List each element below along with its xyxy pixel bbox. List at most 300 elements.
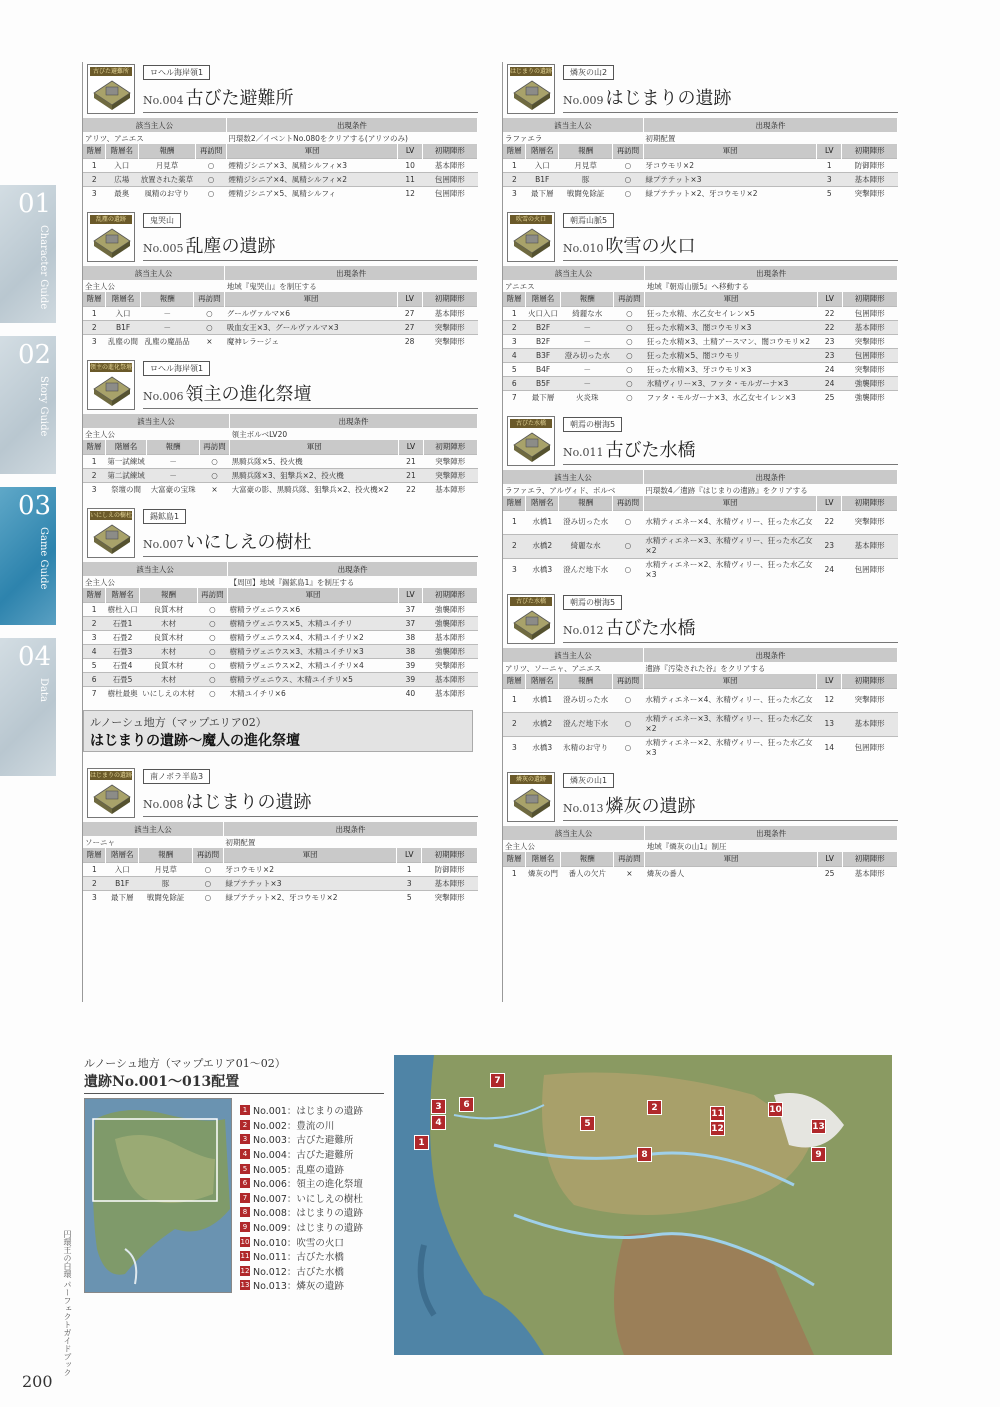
ruin-title-rule [563, 260, 898, 261]
chapter-tab-number: 01 [18, 189, 52, 219]
floor-header: 階層 [83, 440, 105, 454]
army-cell: 煙精ジシニア×5、風精シルフィ [226, 186, 397, 200]
table-header-row [83, 266, 478, 280]
reward-cell: 木材 [140, 644, 197, 658]
ruin-table [503, 266, 898, 404]
floor-name-cell: B1F [106, 320, 141, 334]
formation-cell: 突撃陣形 [422, 320, 478, 334]
table-row [503, 390, 898, 404]
reward-cell: 風精のお守り [138, 186, 196, 200]
floor-name-cell: 水橋1 [526, 688, 559, 712]
table-column-header-row [503, 292, 898, 306]
ruin-name: はじまりの遺跡 [605, 88, 732, 109]
protagonist-value: アニエス [505, 281, 535, 291]
overview-minimap [84, 1098, 232, 1293]
chapter-tab-02 [0, 336, 56, 474]
map-marker-2: 2 [647, 1100, 662, 1115]
ruin-entry-header [503, 62, 898, 118]
protagonist-value: 全主人公 [85, 577, 115, 587]
lv-header: LV [399, 440, 423, 454]
formation-cell: 包囲陣形 [842, 558, 898, 582]
ruin-entry [503, 770, 898, 880]
legend-number-badge: 13 [240, 1281, 250, 1290]
floor-cell: 2 [83, 172, 105, 186]
condition-value: 地域『燐灰の山1』制圧 [646, 841, 727, 851]
lv-header: LV [397, 848, 422, 862]
ruin-entry-header [83, 766, 478, 822]
reward-cell: 澄んだ地下水 [559, 712, 613, 736]
table-column-header-row [503, 496, 898, 510]
formation-cell: 防御陣形 [842, 158, 898, 172]
lv-cell: 40 [398, 686, 422, 700]
lv-cell: 24 [817, 362, 842, 376]
protagonist-header: 該当主人公 [83, 822, 223, 836]
formation-cell: 突撃陣形 [422, 334, 478, 348]
reward-cell: － [561, 320, 614, 334]
ruin-title [563, 614, 696, 640]
condition-header: 出現条件 [225, 266, 478, 280]
book-title: 円環王の白環 パーフェクトガイドブック [63, 1230, 72, 1377]
chapter-tabs [0, 185, 56, 789]
reward-cell: － [561, 362, 614, 376]
lv-cell: 28 [397, 334, 422, 348]
legend-item [240, 1103, 363, 1118]
army-cell: 緑プテテット×2、牙コウモリ×2 [223, 890, 396, 904]
formation-cell: 基本陣形 [422, 306, 478, 320]
protagonist-header: 該当主人公 [83, 414, 230, 428]
table-info-row [503, 280, 898, 292]
ruin-number: No.006 [143, 390, 184, 403]
ruin-thumbnail-icon [512, 609, 552, 641]
ruin-location: 南ノボラ半島3 [143, 769, 210, 784]
legend-label: No.004：古びた避難所 [253, 1150, 354, 1162]
legend-label: No.001：はじまりの遺跡 [253, 1106, 363, 1118]
legend-number-badge: 6 [240, 1178, 250, 1188]
army-header: 軍団 [643, 496, 816, 510]
army-cell: 樹精ラヴェニウス×3、木精ユイチリ×3 [228, 644, 399, 658]
army-cell: 氷精ヴィリー×3、ファタ・モルガーナ×3 [645, 376, 818, 390]
army-header: 軍団 [228, 588, 399, 602]
reward-cell: 澄み切った水 [561, 348, 614, 362]
table-column-header-row [83, 848, 478, 862]
table-row [83, 672, 478, 686]
legend-label: No.011：古びた水橋 [253, 1252, 344, 1264]
revisit-header: 再訪問 [614, 292, 645, 306]
army-cell: 樹精ラヴェニウス×6 [228, 602, 399, 616]
formation-cell: 強襲陣形 [842, 376, 898, 390]
army-cell: 狂った水精×5、闇コウモリ [645, 348, 818, 362]
army-header: 軍団 [643, 144, 816, 158]
table-row [83, 644, 478, 658]
revisit-cell: ○ [197, 672, 227, 686]
map-marker-12: 12 [710, 1121, 725, 1136]
floor-name-header: 階層名 [105, 144, 138, 158]
ruin-thumbnail-badge: いにしえの樹杜 [90, 512, 132, 519]
revisit-cell: ○ [197, 630, 227, 644]
condition-header: 出現条件 [643, 648, 897, 662]
lv-header: LV [398, 588, 422, 602]
formation-cell: 包囲陣形 [422, 186, 477, 200]
floor-header: 階層 [83, 144, 105, 158]
table-row [83, 320, 478, 334]
revisit-cell: ○ [612, 534, 643, 558]
reward-header: 報酬 [561, 852, 614, 866]
floor-name-cell: 石畳2 [105, 630, 140, 644]
army-cell: ファタ・モルガーナ×3、水乙女セイレン×3 [645, 390, 818, 404]
map-marker-10: 10 [768, 1102, 783, 1117]
ruin-legend [240, 1103, 363, 1293]
condition-header: 出現条件 [230, 414, 478, 428]
ruin-location: 燐灰の山1 [563, 773, 614, 788]
army-header: 軍団 [230, 440, 399, 454]
ruin-thumbnail [507, 212, 555, 262]
map-marker-7: 7 [490, 1073, 505, 1088]
lv-cell: 11 [398, 172, 422, 186]
table-column-header-row [83, 144, 478, 158]
lv-cell: 23 [817, 534, 842, 558]
ruin-thumbnail-icon [512, 79, 552, 111]
revisit-cell: ○ [612, 172, 643, 186]
formation-cell: 突撃陣形 [423, 454, 477, 468]
lv-cell: 5 [817, 186, 842, 200]
reward-cell: 豚 [559, 172, 613, 186]
condition-header: 出現条件 [223, 822, 477, 836]
army-cell: 牙コウモリ×2 [643, 158, 816, 172]
legend-number-badge: 8 [240, 1207, 250, 1217]
army-cell: 緑プテテット×3 [643, 172, 816, 186]
ruin-title-rule [143, 260, 478, 261]
lv-header: LV [817, 144, 842, 158]
floor-name-cell: 水橋1 [526, 510, 559, 534]
table-info-row [83, 836, 478, 848]
ruin-name: 燐灰の遺跡 [605, 796, 696, 817]
floor-name-cell: 入口 [105, 158, 138, 172]
army-cell: グールヴァルマ×6 [225, 306, 398, 320]
floor-name-cell: 祭壇の間 [105, 482, 147, 496]
formation-cell: 突撃陣形 [842, 510, 898, 534]
ruin-table [83, 414, 478, 496]
table-row [83, 876, 478, 890]
table-row [503, 712, 898, 736]
floor-name-cell: B3F [526, 348, 561, 362]
table-row [503, 306, 898, 320]
legend-label: No.012：古びた水橋 [253, 1266, 344, 1278]
ruin-title-rule [563, 642, 898, 643]
floor-name-header: 階層名 [526, 496, 559, 510]
lv-cell: 21 [399, 454, 423, 468]
floor-cell: 5 [503, 362, 526, 376]
reward-cell: 豚 [139, 876, 193, 890]
floor-cell: 1 [503, 306, 526, 320]
reward-header: 報酬 [561, 292, 614, 306]
revisit-header: 再訪問 [194, 292, 225, 306]
ruin-table [503, 826, 898, 880]
ruin-number: No.009 [563, 94, 604, 107]
ruin-entry [83, 766, 478, 904]
floor-cell: 1 [83, 454, 105, 468]
protagonist-header: 該当主人公 [503, 826, 645, 840]
formation-header: 初期陣形 [423, 440, 477, 454]
formation-cell: 基本陣形 [423, 482, 477, 496]
revisit-cell: ○ [192, 862, 223, 876]
revisit-cell: ○ [614, 306, 645, 320]
lv-cell: 22 [817, 510, 842, 534]
army-cell: 樹精ラヴェニウス×2、木精ユイチリ×4 [228, 658, 399, 672]
lv-cell: 22 [817, 306, 842, 320]
ruin-entry-header [83, 210, 478, 266]
formation-cell: 基本陣形 [842, 866, 898, 880]
table-row [83, 306, 478, 320]
map-subtitle: ルノーシュ地方（マップエリア01～02） [84, 1057, 286, 1070]
legend-number-badge: 4 [240, 1149, 250, 1159]
ruin-thumbnail [87, 768, 135, 818]
ruin-number: No.008 [143, 798, 184, 811]
formation-header: 初期陣形 [842, 674, 898, 688]
lv-header: LV [817, 292, 842, 306]
ruin-thumbnail-badge: 古びた水橋 [510, 597, 552, 606]
condition-value: 円環数2／イベントNo.080をクリアする(アリツのみ) [228, 133, 408, 143]
ruin-title [143, 232, 276, 258]
floor-name-cell: B5F [526, 376, 561, 390]
ruin-title-rule [143, 408, 478, 409]
floor-cell: 1 [503, 866, 526, 880]
region-title: はじまりの遺跡～魔人の進化祭壇 [90, 733, 300, 749]
revisit-cell: ○ [197, 658, 227, 672]
condition-header: 出現条件 [226, 118, 477, 132]
protagonist-header: 該当主人公 [503, 648, 643, 662]
legend-label: No.005：乱塵の遺跡 [253, 1164, 344, 1176]
table-info-row [503, 662, 898, 674]
revisit-cell: ○ [196, 172, 227, 186]
floor-name-cell: 水橋3 [526, 736, 559, 760]
ruin-entry-header [83, 358, 478, 414]
table-row [83, 468, 478, 482]
ruin-thumbnail-icon [92, 523, 132, 555]
formation-header: 初期陣形 [842, 852, 898, 866]
floor-name-header: 階層名 [106, 292, 141, 306]
floor-cell: 3 [503, 736, 526, 760]
revisit-cell: ○ [197, 686, 227, 700]
floor-name-cell: B2F [526, 320, 561, 334]
lv-cell: 1 [817, 158, 842, 172]
reward-cell: － [141, 306, 194, 320]
reward-cell: 火炎珠 [561, 390, 614, 404]
ruin-number: No.011 [563, 446, 604, 459]
revisit-header: 再訪問 [612, 674, 643, 688]
lv-cell: 38 [398, 644, 422, 658]
condition-header: 出現条件 [645, 266, 898, 280]
table-header-row [503, 118, 898, 132]
ruin-thumbnail [87, 212, 135, 262]
table-row [503, 534, 898, 558]
reward-cell: 澄み切った水 [559, 510, 613, 534]
table-row [83, 616, 478, 630]
lv-cell: 25 [817, 390, 842, 404]
ruin-table [503, 470, 898, 582]
map-marker-6: 6 [459, 1097, 474, 1112]
army-cell: 吸血女王×3、グールヴァルマ×3 [225, 320, 398, 334]
ruin-location: ロヘル海岸領1 [143, 361, 210, 376]
revisit-cell: ○ [192, 890, 223, 904]
floor-header: 階層 [503, 496, 526, 510]
lv-cell: 37 [398, 602, 422, 616]
ruin-thumbnail [507, 416, 555, 466]
left-column [82, 62, 478, 1002]
table-info-row [83, 428, 478, 440]
army-header: 軍団 [643, 674, 816, 688]
lv-cell: 39 [398, 672, 422, 686]
ruin-thumbnail-icon [92, 375, 132, 407]
reward-cell: 月見草 [138, 158, 196, 172]
condition-value: 円環数4／遺跡『はじまりの遺跡』をクリアする [645, 485, 808, 495]
army-cell: 樹精ラヴェニウス×4、木精ユイチリ×2 [228, 630, 399, 644]
ruin-title [143, 84, 294, 110]
region-heading [83, 710, 473, 752]
floor-name-cell: 最下層 [106, 890, 139, 904]
floor-name-cell: 石畳3 [105, 644, 140, 658]
table-info-row [83, 576, 478, 588]
revisit-cell: × [194, 334, 225, 348]
floor-name-cell: 石畳1 [105, 616, 140, 630]
army-cell: 黒騎兵隊×5、投火機 [230, 454, 399, 468]
ruin-table [503, 648, 898, 760]
table-row [83, 658, 478, 672]
formation-cell: 基本陣形 [842, 320, 898, 334]
floor-name-cell: B1F [106, 876, 139, 890]
lv-cell: 24 [817, 376, 842, 390]
table-info-row [83, 132, 478, 144]
formation-cell: 突撃陣形 [842, 334, 898, 348]
formation-header: 初期陣形 [423, 588, 478, 602]
ruin-thumbnail-badge: 乱塵の遺跡 [90, 215, 132, 224]
floor-header: 階層 [503, 674, 526, 688]
army-cell: 狂った水精×3、牙コウモリ×3 [645, 362, 818, 376]
reward-cell: － [147, 454, 199, 468]
floor-name-cell: 石畳5 [105, 672, 140, 686]
legend-item [240, 1176, 363, 1191]
floor-cell: 1 [83, 602, 105, 616]
table-row [83, 862, 478, 876]
ruin-title-rule [563, 464, 898, 465]
ruin-number: No.005 [143, 242, 184, 255]
ruin-thumbnail-badge: はじまりの遺跡 [510, 68, 552, 75]
floor-header: 階層 [83, 292, 106, 306]
floor-cell: 2 [83, 320, 106, 334]
condition-header: 出現条件 [645, 826, 898, 840]
protagonist-header: 該当主人公 [83, 266, 225, 280]
ruin-name: いにしえの樹杜 [185, 532, 312, 553]
reward-header: 報酬 [559, 674, 613, 688]
army-header: 軍団 [645, 852, 818, 866]
table-row [503, 158, 898, 172]
legend-label: No.007：いにしえの樹杜 [253, 1193, 363, 1205]
ruin-table [83, 118, 478, 200]
map-heading-rule [84, 1093, 384, 1094]
ruin-number: No.004 [143, 94, 184, 107]
table-row [83, 630, 478, 644]
revisit-cell: ○ [197, 644, 227, 658]
condition-value: 領主ボルベLV20 [231, 429, 288, 439]
army-cell: 煙精ジシニア×4、風精シルフィ×2 [226, 172, 397, 186]
table-row [503, 334, 898, 348]
formation-cell: 強襲陣形 [423, 602, 478, 616]
ruin-entry-header [83, 62, 478, 118]
floor-name-cell: 火口入口 [526, 306, 561, 320]
floor-cell: 4 [83, 644, 105, 658]
ruin-title-rule [143, 556, 478, 557]
revisit-header: 再訪問 [197, 588, 227, 602]
army-cell: 狂った水精×3、闇コウモリ×3 [645, 320, 818, 334]
ruin-location: 錫鉱島1 [143, 509, 186, 524]
floor-cell: 3 [83, 186, 105, 200]
reward-cell: 良質木材 [140, 602, 197, 616]
ruin-thumbnail-icon [92, 227, 132, 259]
floor-cell: 2 [503, 320, 526, 334]
formation-header: 初期陣形 [842, 144, 898, 158]
floor-name-cell: 樹杜最奥 [105, 686, 140, 700]
protagonist-header: 該当主人公 [83, 562, 228, 576]
table-header-row [503, 266, 898, 280]
map-marker-5: 5 [580, 1116, 595, 1131]
floor-cell: 7 [83, 686, 105, 700]
floor-cell: 3 [83, 482, 105, 496]
legend-label: No.010：吹雪の火口 [253, 1237, 344, 1249]
ruin-title [563, 232, 696, 258]
table-header-row [83, 822, 478, 836]
table-header-row [83, 414, 478, 428]
legend-item [240, 1132, 363, 1147]
army-header: 軍団 [645, 292, 818, 306]
table-column-header-row [503, 144, 898, 158]
lv-cell: 23 [817, 348, 842, 362]
floor-name-cell: 最下層 [526, 186, 559, 200]
protagonist-value: アリツ、アニエス [85, 133, 144, 143]
map-marker-9: 9 [811, 1147, 826, 1162]
ruin-table [503, 118, 898, 200]
floor-name-cell: 第一試練域 [105, 454, 147, 468]
chapter-tab-number: 02 [18, 340, 52, 370]
floor-cell: 6 [503, 376, 526, 390]
lv-cell: 22 [399, 482, 423, 496]
ruin-table [83, 266, 478, 348]
floor-header: 階層 [503, 852, 526, 866]
formation-cell: 基本陣形 [423, 672, 478, 686]
formation-cell: 基本陣形 [422, 876, 478, 890]
table-row [503, 320, 898, 334]
floor-cell: 3 [83, 630, 105, 644]
ruin-table [83, 822, 478, 904]
floor-cell: 1 [83, 306, 106, 320]
floor-name-header: 階層名 [526, 144, 559, 158]
revisit-cell: ○ [194, 306, 225, 320]
map-heading [84, 1055, 384, 1094]
table-row [503, 510, 898, 534]
chapter-tab-label: Game Guide [38, 527, 49, 590]
formation-cell: 包囲陣形 [842, 306, 898, 320]
ruin-title-rule [143, 112, 478, 113]
floor-name-cell: 水橋3 [526, 558, 559, 582]
formation-cell: 包囲陣形 [842, 348, 898, 362]
army-cell: 煙精ジシニア×3、風精シルフィ×3 [226, 158, 397, 172]
floor-cell: 2 [83, 468, 105, 482]
reward-cell: 木材 [140, 616, 197, 630]
lv-cell: 10 [398, 158, 422, 172]
army-header: 軍団 [223, 848, 396, 862]
table-column-header-row [83, 292, 478, 306]
table-column-header-row [503, 852, 898, 866]
reward-cell: － [141, 320, 194, 334]
revisit-cell: ○ [196, 158, 227, 172]
